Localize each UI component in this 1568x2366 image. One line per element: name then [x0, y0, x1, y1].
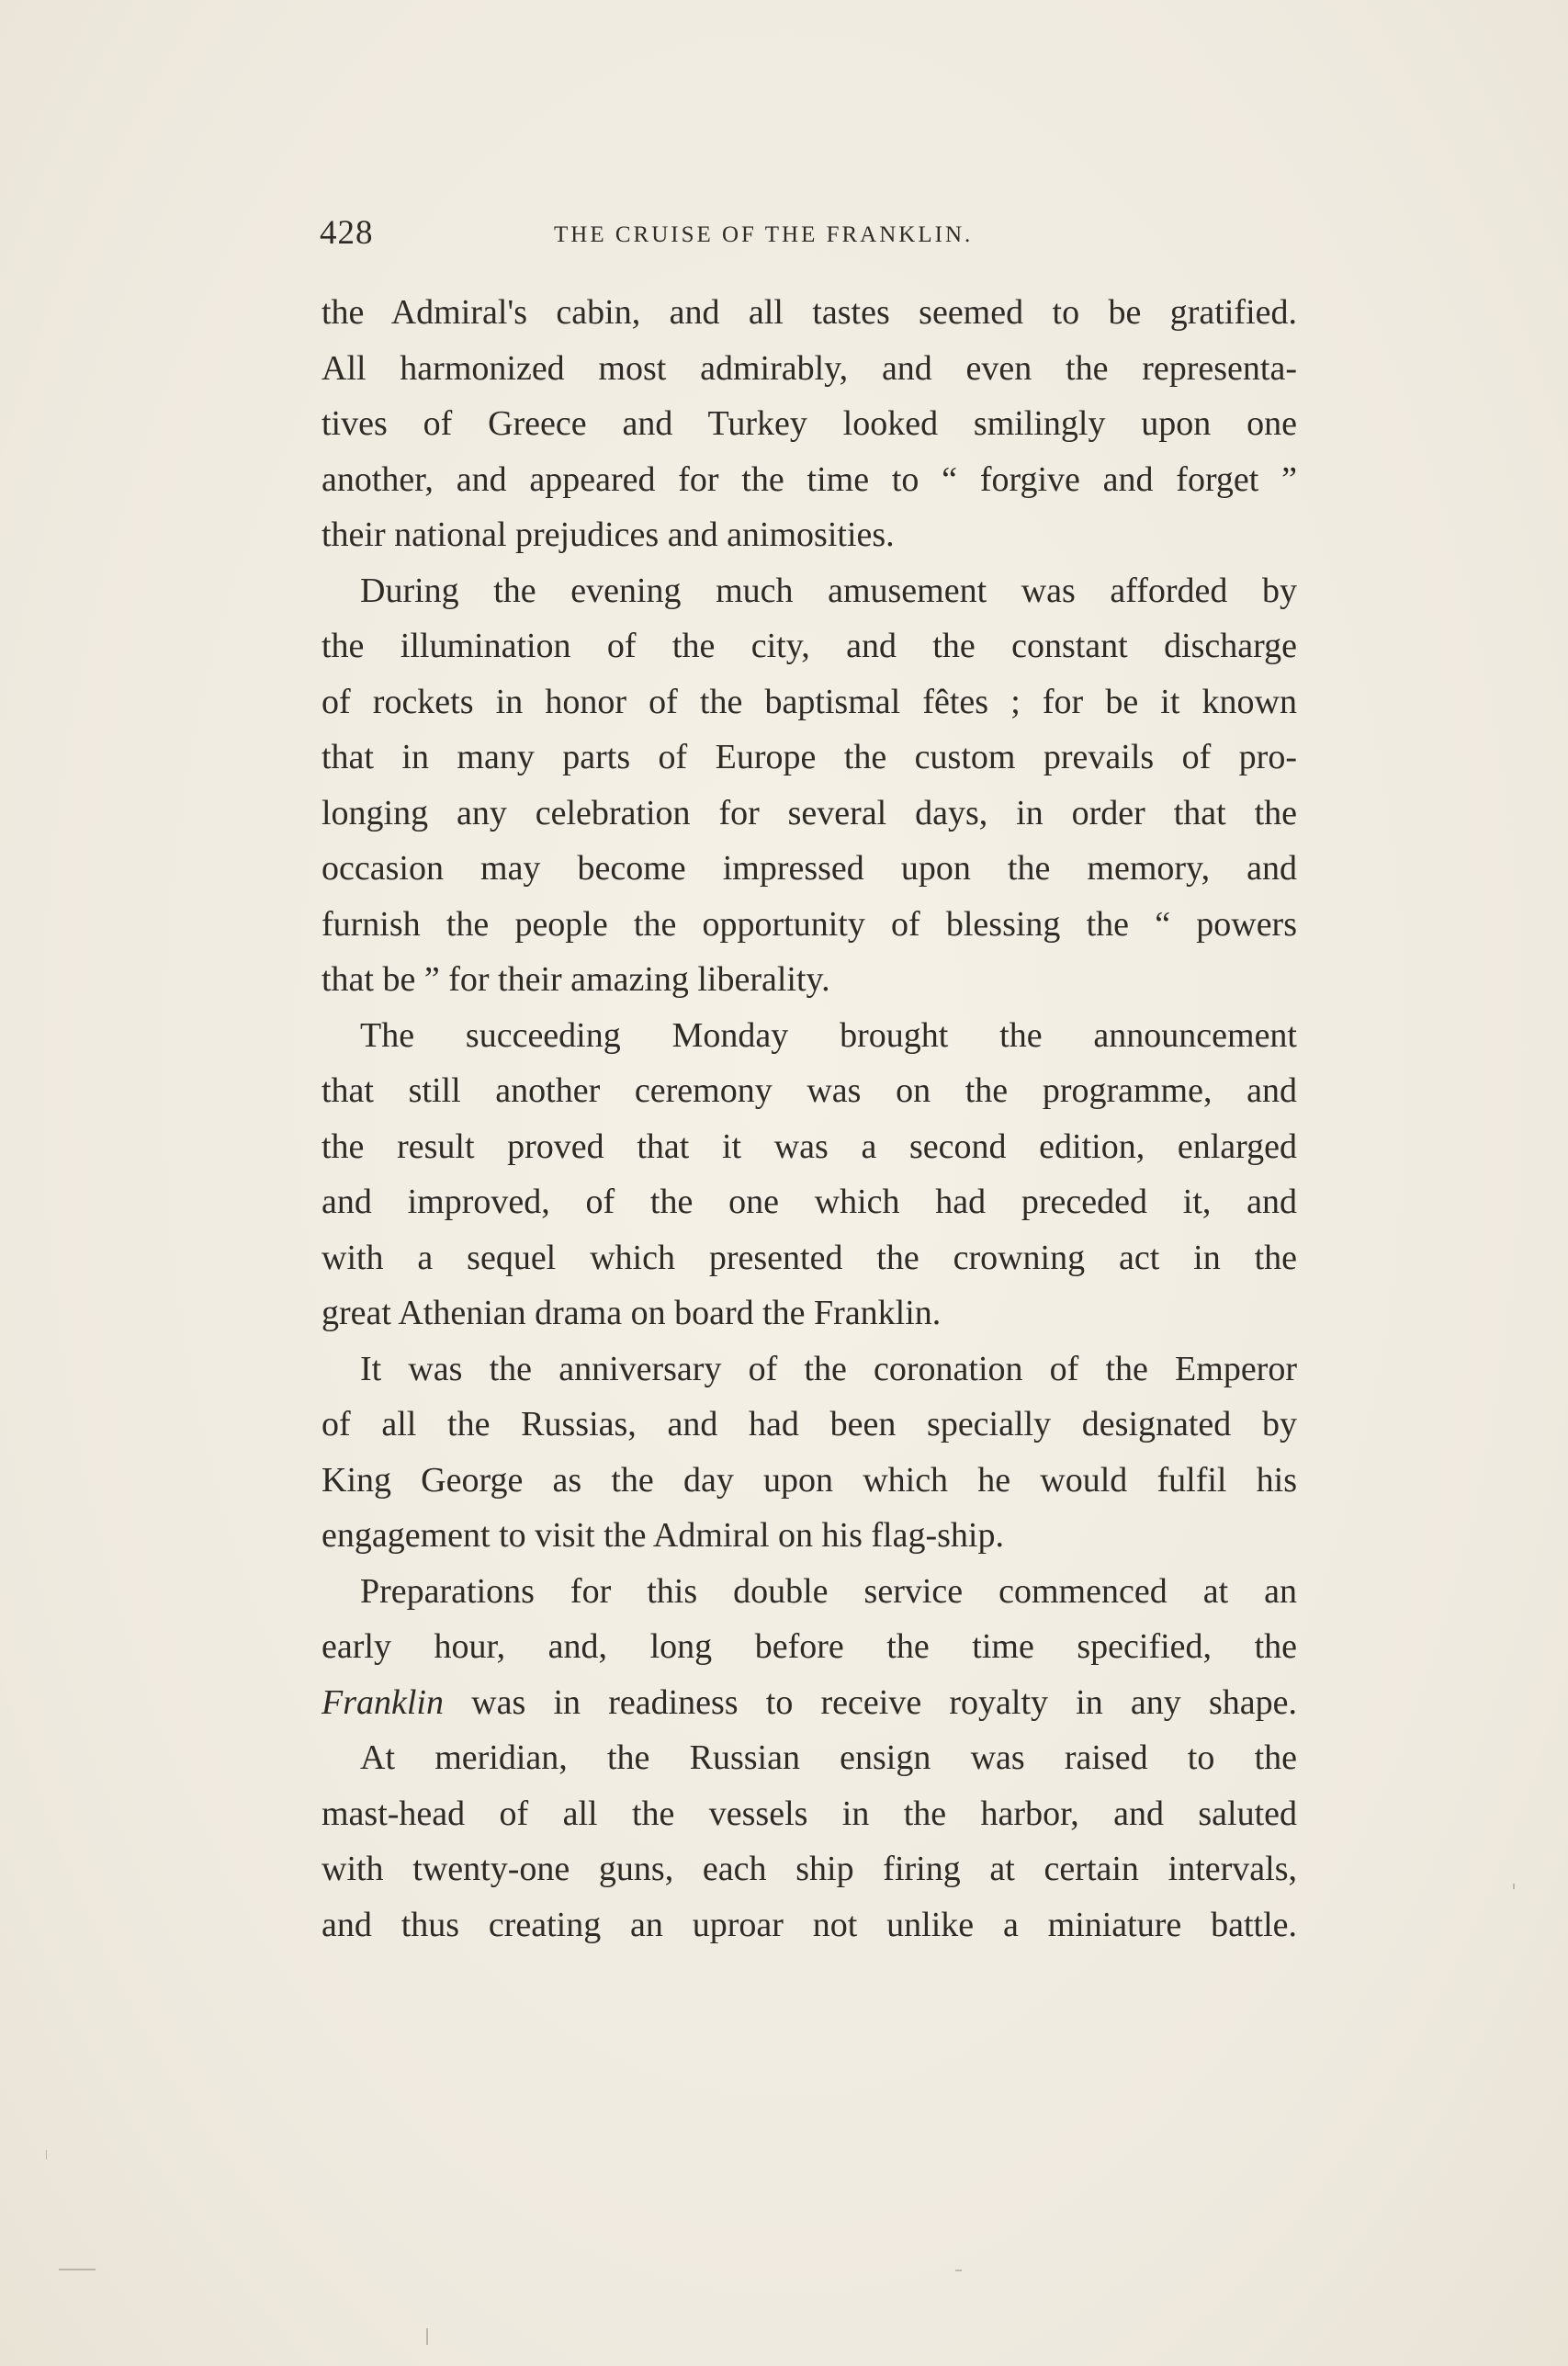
text-line: The succeeding Monday brought the announcement — [360, 1015, 1297, 1055]
text-line: that still another ceremony was on the programme, and — [321, 1071, 1297, 1110]
running-title: THE CRUISE OF THE FRANKLIN. — [554, 222, 974, 247]
text-line: and thus creating an uproar not unlike a miniature battle. — [321, 1905, 1297, 1944]
text-line: another, and appeared for the time to “ forgive and forget ” — [321, 459, 1297, 499]
paragraph-6 — [321, 1730, 1297, 1953]
ship-name-italic: Franklin — [321, 1682, 444, 1722]
text-line: their national prejudices and animosities. — [321, 515, 895, 554]
text-line: that in many parts of Europe the custom prevails of pro- — [321, 738, 1297, 776]
text-line: engagement to visit the Admiral on his flag-ship. — [321, 1516, 1004, 1555]
text-line-italic — [321, 1675, 1297, 1731]
text-line: with twenty-one guns, each ship firing at certain intervals, — [321, 1850, 1297, 1888]
paper-speck — [955, 2270, 962, 2271]
text-line: the Admiral's cabin, and all tastes seemed to be gratified. — [321, 293, 1297, 332]
paper-speck — [59, 2269, 96, 2270]
text-line: During the evening much amusement was afforded by — [360, 571, 1297, 610]
paper-speck — [46, 2150, 47, 2159]
paragraph-4 — [321, 1341, 1297, 1564]
page-number: 428 — [320, 214, 374, 252]
text-line: the illumination of the city, and the constant discharge — [321, 627, 1297, 665]
text-line: early hour, and, long before the time specified, the — [321, 1627, 1297, 1666]
text-line: tives of Greece and Turkey looked smilingly upon one — [321, 404, 1297, 443]
paragraph-1 — [321, 285, 1297, 563]
text-line: furnish the people the opportunity of blessing the “ powers — [321, 904, 1297, 944]
text-line: At meridian, the Russian ensign was raised to the — [360, 1738, 1297, 1777]
text-line: the result proved that it was a second edition, enlarged — [321, 1126, 1297, 1166]
paper-speck — [1513, 1884, 1515, 1889]
text-line: King George as the day upon which he would fulfil his — [321, 1460, 1297, 1500]
running-head — [320, 213, 1299, 254]
text-line: longing any celebration for several days, in order that the — [321, 793, 1297, 832]
paragraph-3 — [321, 1008, 1297, 1341]
text-line: great Athenian drama on board the Franklin. — [321, 1294, 942, 1332]
body-text — [321, 285, 1297, 1953]
paragraph-5 — [321, 1564, 1297, 1731]
text-line: with a sequel which presented the crowning act in the — [321, 1238, 1297, 1277]
text-line-rest: was in readiness to receive royalty in any shape. — [443, 1682, 1297, 1722]
text-line: It was the anniversary of the coronation of the Emperor — [360, 1349, 1297, 1388]
text-line: of rockets in honor of the baptismal fêtes ; for be it known — [321, 682, 1297, 721]
text-line: All harmonized most admirably, and even the representa- — [321, 348, 1297, 388]
text-line: of all the Russias, and had been specially designated by — [321, 1405, 1297, 1443]
text-line: and improved, of the one which had preceded it, and — [321, 1183, 1297, 1221]
text-line: Preparations for this double service commenced at an — [360, 1571, 1297, 1611]
paper-speck — [426, 2328, 428, 2345]
text-line: occasion may become impressed upon the memory, and — [321, 849, 1297, 888]
text-line: mast-head of all the vessels in the harbor, and saluted — [321, 1794, 1297, 1833]
text-line: that be ” for their amazing liberality. — [321, 960, 830, 999]
paragraph-2 — [321, 563, 1297, 1008]
